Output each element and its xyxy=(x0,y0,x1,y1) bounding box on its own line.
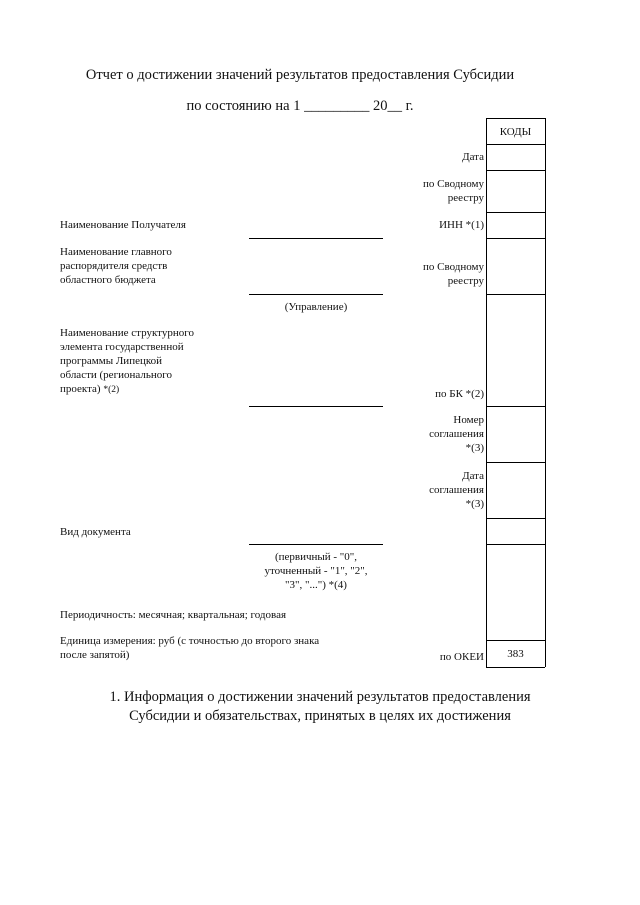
document-type-field[interactable] xyxy=(249,544,383,545)
periodicity-label: Периодичность: месячная; квартальная; годовая xyxy=(60,609,287,621)
inn-label: ИНН *(1) xyxy=(439,219,484,231)
management-hint: (Управление) xyxy=(284,301,348,313)
agreement-number-label: Номер соглашения *(3) xyxy=(429,414,484,454)
recipient-label: Наименование Получателя xyxy=(60,219,186,231)
document-type-hint: (первичный - "0", уточненный - "1", "2", "3", "...") *(4) xyxy=(264,551,368,591)
recipient-name-field[interactable] xyxy=(249,238,383,239)
date-label: Дата xyxy=(462,151,484,163)
report-title: Отчет о достижении значений результатов предоставления Субсидии xyxy=(85,67,515,83)
svod-reestr-label-2: по Сводному реестру xyxy=(422,261,484,287)
structural-element-field[interactable] xyxy=(249,406,383,407)
okei-code-value: 383 xyxy=(507,648,524,660)
main-manager-field[interactable] xyxy=(249,294,383,295)
document-type-label: Вид документа xyxy=(60,526,131,538)
okei-label: по ОКЕИ xyxy=(439,651,484,663)
section-1-heading: 1. Информация о достижении значений результатов предоставления Субсидии и обязательствах, принятых в целях их достижения xyxy=(109,689,531,724)
structural-element-label: Наименование структурного элемента государственной программы Липецкой области (регионального проекта) *(2) xyxy=(60,327,194,395)
svod-reestr-label-1: по Сводному реестру xyxy=(422,178,484,204)
codes-table xyxy=(486,118,546,667)
bk-label: по БК *(2) xyxy=(435,388,484,400)
unit-label: Единица измерения: руб (с точностью до второго знака после запятой) xyxy=(60,635,320,661)
report-date-line: по состоянию на 1 _________ 20__ г. xyxy=(186,98,414,114)
codes-header: КОДЫ xyxy=(499,125,532,138)
agreement-date-label: Дата соглашения *(3) xyxy=(429,470,484,510)
main-manager-label: Наименование главного распорядителя средств областного бюджета xyxy=(60,246,172,286)
